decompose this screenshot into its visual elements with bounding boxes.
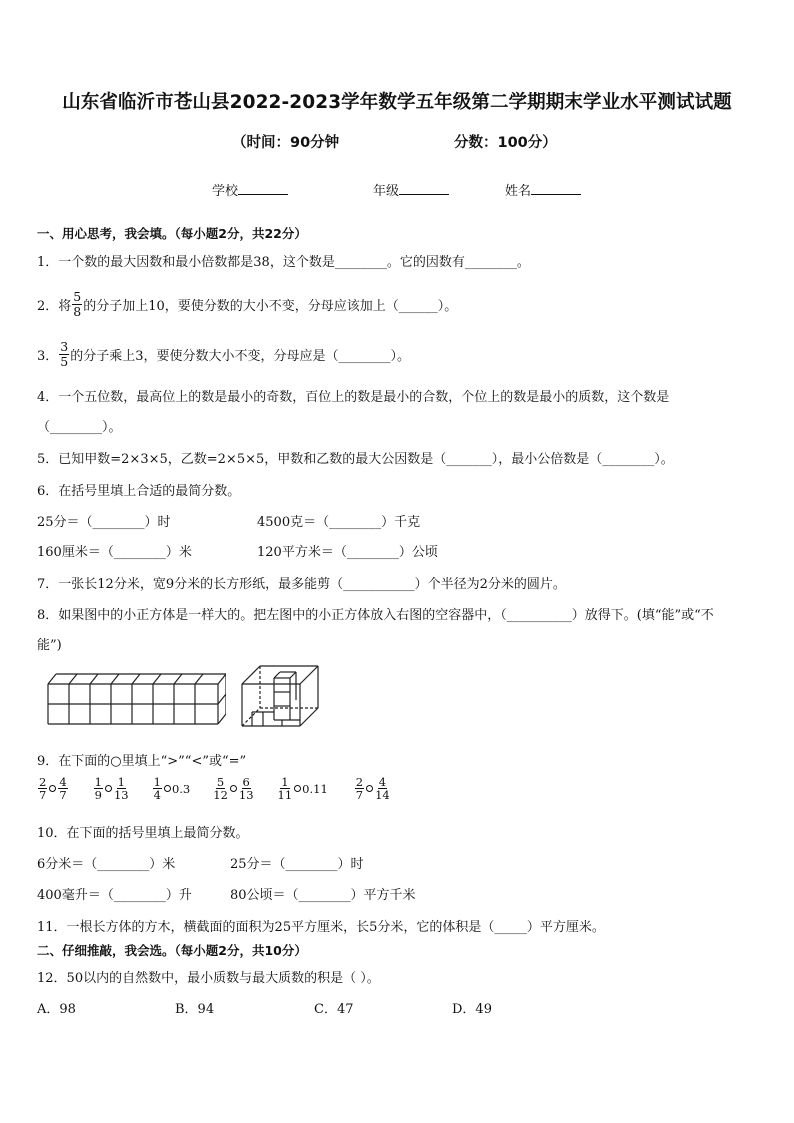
name-field[interactable] <box>505 180 581 199</box>
compare-circle[interactable] <box>366 785 373 792</box>
q6-item: 25分＝（________）时 <box>37 515 171 530</box>
compare-circle[interactable] <box>230 785 237 792</box>
q6-item: 4500克＝（________）千克 <box>257 515 421 530</box>
q10-item: 80公顷＝（________）平方千米 <box>230 888 416 903</box>
question-2 <box>37 290 457 319</box>
cube-row-figure <box>44 664 226 728</box>
question-4-line1: 4．一个五位数，最高位上的数是最小的奇数，百位上的数是最小的合数，个位上的数是最小的质数，这个数是 <box>37 390 670 405</box>
question-5: 5．已知甲数=2×3×5，乙数=2×5×5，甲数和乙数的最大公因数是（_______），最小公倍数是（________）。 <box>37 452 674 467</box>
section-2-heading: 二、仔细推敲，我会选。（每小题2分，共10分） <box>37 943 307 958</box>
q9-item: $\frac{1}{4}$ 0.3 <box>153 775 191 802</box>
question-7: 7．一张长12分米，宽9分米的长方形纸，最多能剪（___________）个半径为2分米的圆片。 <box>37 577 566 592</box>
page-title: 山东省临沂市苍山县2022-2023学年数学五年级第二学期期末学业水平测试试题 <box>62 92 732 113</box>
container-figure <box>238 660 322 728</box>
q9-item: $\frac{2}{7}$ $\frac{4}{7}$ <box>39 775 67 802</box>
question-6: 6．在括号里填上合适的最简分数。 <box>37 484 241 499</box>
option-a[interactable]: A．98 <box>37 1002 76 1017</box>
q2-fraction: $\frac{5}{8}$ <box>73 289 82 319</box>
q3-fraction: $\frac{3}{5}$ <box>60 339 69 369</box>
q9-item: $\frac{1}{9}$ $\frac{1}{13}$ <box>94 775 129 802</box>
question-1: 1．一个数的最大因数和最小倍数都是38，这个数是________。它的因数有________。 <box>37 255 530 270</box>
q6-item: 120平方米＝（________）公顷 <box>257 545 438 560</box>
option-b[interactable]: B．94 <box>175 1002 215 1017</box>
grade-field[interactable] <box>373 180 449 199</box>
q9-item: $\frac{5}{12}$ $\frac{6}{13}$ <box>213 775 254 802</box>
question-11: 11．一根长方体的方木，横截面的面积为25平方厘米，长5分米，它的体积是（_____）平方厘米。 <box>37 920 605 935</box>
q3-post: 的分子乘上3，要使分数大小不变，分母应是（________）。 <box>70 349 411 364</box>
q10-item: 6分米＝（________）米 <box>37 857 176 872</box>
option-c[interactable]: C．47 <box>314 1002 354 1017</box>
q9-comparisons <box>37 776 391 801</box>
compare-circle[interactable] <box>294 785 301 792</box>
q3-pre: 3． <box>37 349 59 364</box>
compare-circle[interactable] <box>49 785 56 792</box>
question-9: 9．在下面的○里填上“>”“<”或“=” <box>37 754 247 769</box>
question-10: 10．在下面的括号里填上最简分数。 <box>37 826 249 841</box>
question-8-line2: 能”) <box>37 638 62 653</box>
grade-label: 年级 <box>373 184 400 199</box>
compare-circle[interactable] <box>164 785 171 792</box>
q9-item: $\frac{2}{7}$ $\frac{4}{14}$ <box>355 775 390 802</box>
q10-item: 400毫升＝（________）升 <box>37 888 192 903</box>
option-d[interactable]: D．49 <box>452 1002 492 1017</box>
exam-time: （时间：90分钟 <box>232 135 340 151</box>
compare-circle[interactable] <box>105 785 112 792</box>
q2-pre: 2．将 <box>37 299 72 314</box>
q10-item: 25分＝（________）时 <box>230 857 364 872</box>
question-12: 12．50以内的自然数中，最小质数与最大质数的积是（ ）。 <box>37 971 380 986</box>
q6-item: 160厘米＝（________）米 <box>37 545 192 560</box>
question-8-line1: 8．如果图中的小正方体是一样大的。把左图中的小正方体放入右图的空容器中，（__________）放得下。(填“能”或“不 <box>37 608 714 623</box>
section-1-heading: 一、用心思考，我会填。（每小题2分，共22分） <box>37 226 307 241</box>
q9-item: $\frac{1}{11}$ 0.11 <box>277 775 328 802</box>
school-field[interactable] <box>212 180 288 199</box>
name-label: 姓名 <box>505 184 532 199</box>
q2-post: 的分子加上10，要使分数的大小不变，分母应该加上（______）。 <box>83 299 458 314</box>
exam-score: 分数：100分） <box>454 135 557 151</box>
question-4-line2: （________）。 <box>37 420 122 435</box>
question-3 <box>37 340 410 369</box>
school-label: 学校 <box>212 184 239 199</box>
